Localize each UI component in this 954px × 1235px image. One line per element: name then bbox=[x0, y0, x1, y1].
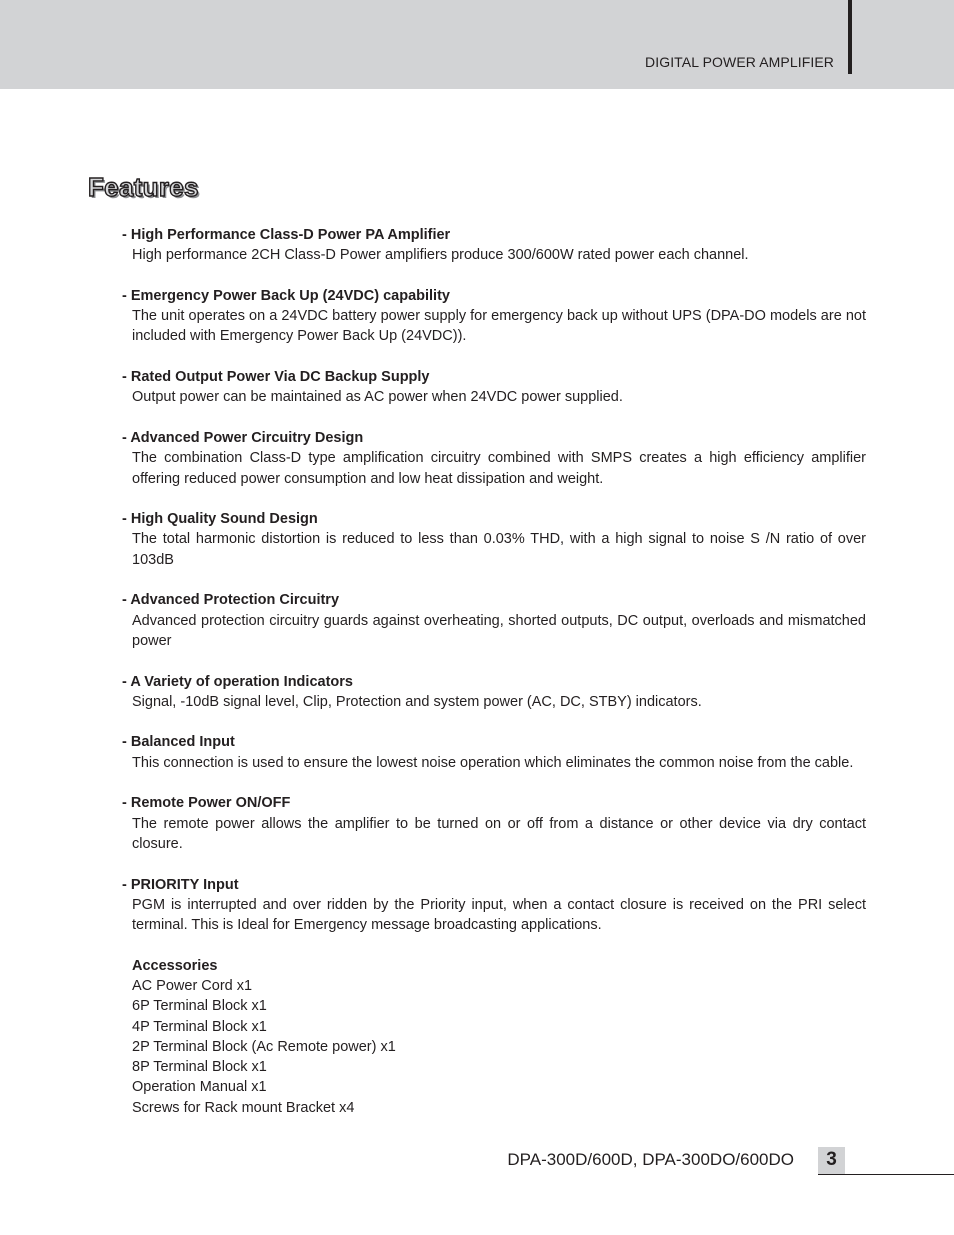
accessories-section bbox=[122, 956, 866, 1118]
feature-body: High performance 2CH Class-D Power amplifiers produce 300/600W rated power each channel. bbox=[132, 247, 749, 264]
feature-item bbox=[122, 428, 866, 489]
feature-item bbox=[122, 509, 866, 570]
accessory-item: Screws for Rack mount Bracket x4 bbox=[132, 1099, 355, 1116]
footer-rule bbox=[818, 1174, 954, 1175]
feature-item bbox=[122, 367, 866, 408]
feature-item bbox=[122, 732, 866, 773]
feature-heading: - High Quality Sound Design bbox=[122, 511, 318, 528]
header-accent-bar bbox=[848, 0, 852, 74]
feature-body: Output power can be maintained as AC power when 24VDC power supplied. bbox=[132, 389, 623, 406]
accessory-item: Operation Manual x1 bbox=[132, 1079, 267, 1096]
feature-item bbox=[122, 875, 866, 936]
feature-heading: - Rated Output Power Via DC Backup Supply bbox=[122, 369, 430, 386]
features-list bbox=[122, 225, 866, 1118]
feature-item bbox=[122, 793, 866, 854]
page-title: Features bbox=[88, 172, 199, 202]
feature-body: Advanced protection circuitry guards against overheating, shorted outputs, DC output, overloads and mismatched power bbox=[132, 612, 866, 649]
accessory-item: 8P Terminal Block x1 bbox=[132, 1059, 267, 1076]
feature-body: The total harmonic distortion is reduced to less than 0.03% THD, with a high signal to noise S /N ratio of over 103dB bbox=[132, 531, 866, 568]
header-label: DIGITAL POWER AMPLIFIER bbox=[645, 54, 834, 70]
accessory-item: AC Power Cord x1 bbox=[132, 977, 253, 994]
feature-heading: - Advanced Power Circuitry Design bbox=[122, 429, 364, 446]
accessory-item: 2P Terminal Block (Ac Remote power) x1 bbox=[132, 1038, 396, 1055]
feature-heading: - Emergency Power Back Up (24VDC) capability bbox=[122, 287, 450, 304]
page-number-box bbox=[818, 1147, 845, 1174]
feature-body: This connection is used to ensure the lowest noise operation which eliminates the common noise from the cable. bbox=[132, 754, 854, 771]
feature-heading: - A Variety of operation Indicators bbox=[122, 673, 353, 690]
feature-heading: - Advanced Protection Circuitry bbox=[122, 592, 340, 609]
feature-item bbox=[122, 286, 866, 347]
feature-item bbox=[122, 590, 866, 651]
feature-heading: - Balanced Input bbox=[122, 734, 235, 751]
feature-item bbox=[122, 225, 866, 266]
feature-body: Signal, -10dB signal level, Clip, Protection and system power (AC, DC, STBY) indicators. bbox=[132, 693, 702, 710]
feature-body: The combination Class-D type amplification circuitry combined with SMPS creates a high efficiency amplifier offering reduced power consumption and low heat dissipation and weight. bbox=[132, 450, 866, 487]
page-number: 3 bbox=[826, 1149, 837, 1170]
feature-heading: - PRIORITY Input bbox=[122, 876, 239, 893]
accessory-item: 4P Terminal Block x1 bbox=[132, 1018, 267, 1035]
footer-model-name: DPA-300D/600D, DPA-300DO/600DO bbox=[507, 1150, 794, 1169]
feature-body: The remote power allows the amplifier to be turned on or off from a distance or other device via dry contact closure. bbox=[132, 815, 866, 852]
accessories-heading: Accessories bbox=[132, 957, 218, 974]
feature-heading: - Remote Power ON/OFF bbox=[122, 795, 291, 812]
accessory-item: 6P Terminal Block x1 bbox=[132, 998, 267, 1015]
feature-item bbox=[122, 672, 866, 713]
feature-body: PGM is interrupted and over ridden by the Priority input, when a contact closure is received on the PRI select terminal. This is Ideal for Emergency message broadcasting applications. bbox=[132, 896, 866, 934]
feature-heading: - High Performance Class-D Power PA Amplifier bbox=[122, 227, 451, 243]
header-band bbox=[0, 0, 954, 89]
feature-body: The unit operates on a 24VDC battery power supply for emergency back up without UPS (DPA-DO models are not included with Emergency Power Back Up (24VDC)). bbox=[132, 308, 866, 345]
